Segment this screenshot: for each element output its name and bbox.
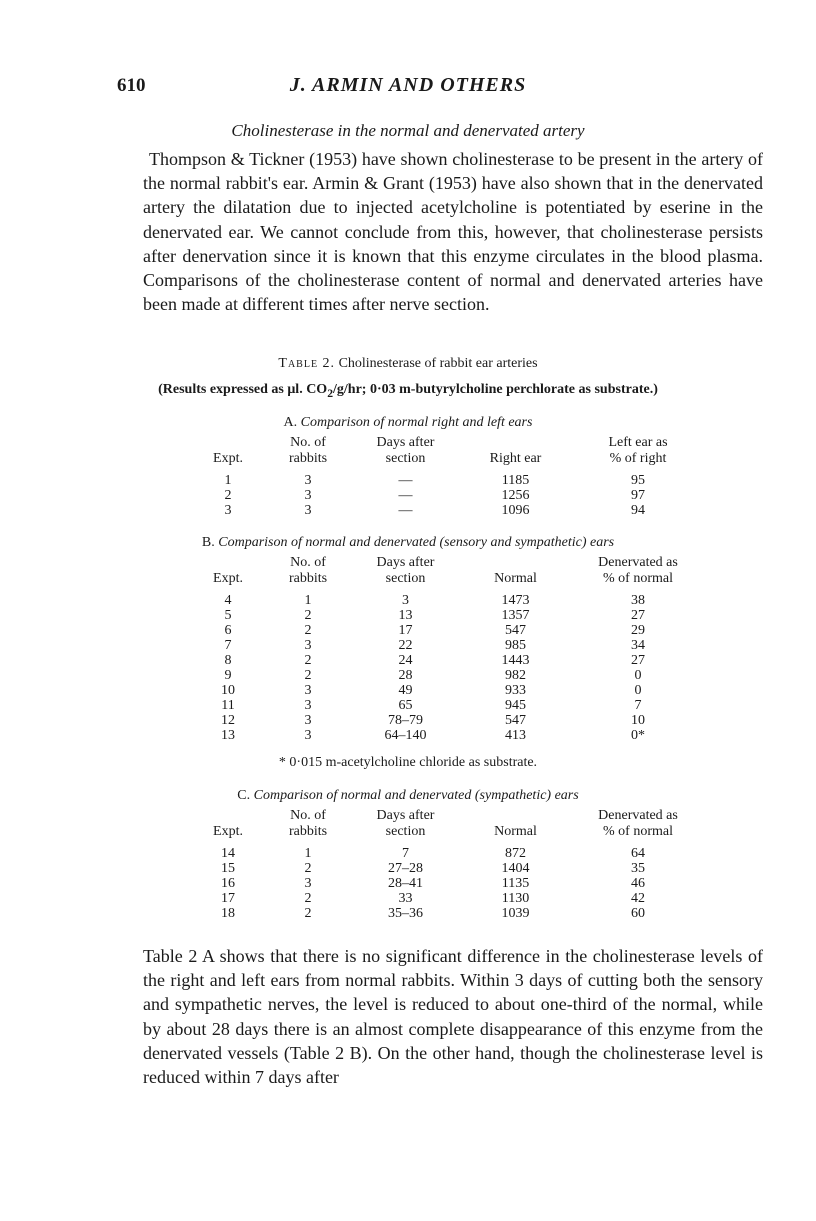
table-cell: 3 — [304, 473, 312, 488]
table-row — [198, 638, 698, 653]
section-heading: Cholinesterase in the normal and denervated artery — [231, 121, 585, 140]
table-cell: 24 — [398, 653, 413, 668]
header-expt: Expt. — [213, 824, 243, 839]
table-cell: 17 — [398, 623, 413, 638]
table-b-title-text: Comparison of normal and denervated (sensory and sympathetic) ears — [218, 535, 615, 550]
table-caption — [0, 356, 816, 372]
header-rabbits: No. of rabbits — [288, 808, 328, 839]
subcaption-pre: (Results expressed as μl. CO — [158, 382, 328, 397]
table-cell: 18 — [221, 906, 235, 921]
header-days: Days after section — [376, 435, 435, 466]
subcaption-post: /g/hr; 0·03 m-butyrylcholine perchlorate as substrate.) — [333, 382, 658, 397]
table-row — [198, 593, 698, 608]
table-row — [198, 728, 698, 743]
table-cell: 3 — [402, 593, 409, 608]
header-days: Days after section — [376, 808, 435, 839]
table-cell: 1404 — [501, 861, 530, 876]
table-cell: 29 — [631, 623, 645, 638]
table-a-letter: A. — [283, 415, 298, 430]
table-cell: — — [398, 488, 413, 503]
table-cell: 10 — [221, 683, 235, 698]
table-label: Table 2. — [278, 356, 336, 371]
subcaption-sub: 2 — [327, 386, 334, 400]
table-cell: 0 — [634, 683, 642, 698]
table-row — [198, 668, 698, 683]
table-cell: 42 — [631, 891, 645, 906]
table-cell: 3 — [304, 638, 312, 653]
table-cell: 65 — [398, 698, 413, 713]
table-b-letter: B. — [201, 535, 215, 550]
table-cell: 49 — [398, 683, 413, 698]
table-cell: 35 — [631, 861, 645, 876]
header-denervated-pct: Denervated as % of normal — [598, 808, 678, 839]
table-row — [198, 891, 698, 906]
table-c — [198, 808, 698, 921]
table-cell: 3 — [304, 683, 312, 698]
table-cell: 64 — [631, 846, 645, 861]
table-cell: 2 — [304, 906, 312, 921]
table-row — [198, 683, 698, 698]
header-expt: Expt. — [213, 571, 243, 586]
table-cell: 3 — [304, 728, 312, 743]
table-cell: 2 — [304, 653, 312, 668]
table-cell: 0* — [631, 728, 645, 743]
table-c-title — [0, 788, 816, 804]
table-cell: 15 — [221, 861, 235, 876]
table-cell: 2 — [304, 623, 312, 638]
table-cell: 872 — [505, 846, 526, 861]
table-row — [198, 503, 698, 518]
table-cell: 3 — [224, 503, 232, 518]
table-cell: 94 — [631, 503, 645, 518]
table-cell: 3 — [304, 488, 312, 503]
table-row — [198, 473, 698, 488]
table-cell: 6 — [224, 623, 232, 638]
running-title: J. ARMIN AND OTHERS — [289, 74, 527, 96]
table-subcaption — [0, 382, 816, 400]
table-cell: 2 — [304, 668, 312, 683]
table-row — [198, 653, 698, 668]
table-cell: 1185 — [501, 473, 530, 488]
table-cell: 10 — [631, 713, 645, 728]
table-cell: 8 — [224, 653, 232, 668]
table-cell: 2 — [224, 488, 232, 503]
table-row — [198, 623, 698, 638]
table-b-title — [0, 535, 816, 551]
table-cell: 28 — [398, 668, 413, 683]
table-cell: 17 — [221, 891, 235, 906]
table-cell: 2 — [304, 861, 312, 876]
table-cell: 7 — [402, 846, 409, 861]
table-cell: 1 — [304, 846, 312, 861]
table-cell: 1473 — [501, 593, 530, 608]
table-a-title — [0, 415, 816, 431]
table-cell: 78–79 — [388, 713, 423, 728]
table-cell: 2 — [304, 608, 312, 623]
table-cell: 27 — [631, 653, 645, 668]
table-cell: — — [398, 503, 413, 518]
table-cell: 16 — [221, 876, 235, 891]
table-cell: 12 — [221, 713, 235, 728]
header-left-pct: Left ear as % of right — [608, 435, 668, 466]
paragraph-discussion — [143, 944, 763, 1089]
table-cell: 985 — [505, 638, 526, 653]
page-number: 610 — [117, 75, 146, 96]
header-days: Days after section — [376, 555, 435, 586]
table-cell: 1039 — [501, 906, 530, 921]
table-cell: 64–140 — [384, 728, 427, 743]
table-cell: 1096 — [501, 503, 530, 518]
table-row — [198, 488, 698, 503]
table-row — [198, 876, 698, 891]
table-cell: 46 — [631, 876, 645, 891]
table-cell: 547 — [505, 623, 526, 638]
table-cell: 28–41 — [388, 876, 423, 891]
table-cell: 547 — [505, 713, 526, 728]
table-b-footnote: * 0·015 m-acetylcholine chloride as substrate. — [278, 755, 538, 770]
paragraph-discussion-text: Table 2 A shows that there is no significant difference in the cholinesterase levels of the right and left ears from normal rabbits. Within 3 days of cutting both the sensory and sympathetic nerves, the level is reduced to about one-third of the normal, while by about 28 days there is an almost complete disappearance of this enzyme from the denervated vessels (Table 2 B). On the other hand, though the cholinesterase level is reduced within 7 days after — [143, 946, 763, 1088]
header-rabbits: No. of rabbits — [288, 435, 328, 466]
table-row — [198, 608, 698, 623]
table-a — [198, 435, 698, 518]
table-row — [198, 861, 698, 876]
header-denervated-pct: Denervated as % of normal — [598, 555, 678, 586]
table-row — [198, 698, 698, 713]
paragraph-intro-text: Thompson & Tickner (1953) have shown cholinesterase to be present in the artery of the normal rabbit's ear. Armin & Grant (1953) have also shown that in the denervated artery the dilatation due to injected acetylcholine is potentiated by eserine in the denervated ear. We cannot conclude from this, however, that cholinesterase persists after denervation since it is known that this enzyme circulates in the blood plasma. Comparisons of the cholinesterase content of normal and denervated arteries have been made at different times after nerve section. — [143, 149, 763, 315]
table-cell: 5 — [224, 608, 232, 623]
table-cell: 7 — [634, 698, 642, 713]
table-cell: 1443 — [501, 653, 530, 668]
table-cell: 60 — [631, 906, 645, 921]
table-a-header-row — [198, 435, 698, 467]
table-cell: 34 — [631, 638, 645, 653]
table-cell: 2 — [304, 891, 312, 906]
table-a-title-text: Comparison of normal right and left ears — [300, 415, 533, 430]
table-cell: 3 — [304, 713, 312, 728]
table-b-header-row — [198, 555, 698, 587]
table-cell: — — [398, 473, 413, 488]
table-cell: 1 — [224, 473, 232, 488]
table-cell: 1256 — [501, 488, 530, 503]
table-cell: 33 — [398, 891, 413, 906]
header-right-ear: Right ear — [489, 451, 542, 466]
table-cell: 3 — [304, 503, 312, 518]
table-cell: 1135 — [501, 876, 530, 891]
table-cell: 0 — [634, 668, 642, 683]
table-row — [198, 906, 698, 921]
table-row — [198, 846, 698, 861]
table-cell: 38 — [631, 593, 645, 608]
header-normal: Normal — [494, 571, 537, 586]
table-cell: 945 — [505, 698, 526, 713]
table-cell: 982 — [505, 668, 526, 683]
table-cell: 27–28 — [388, 861, 423, 876]
table-row — [198, 713, 698, 728]
table-cell: 9 — [224, 668, 232, 683]
table-cell: 1 — [304, 593, 312, 608]
table-caption-text: Cholinesterase of rabbit ear arteries — [338, 356, 538, 371]
table-cell: 97 — [631, 488, 645, 503]
table-cell: 4 — [224, 593, 232, 608]
table-cell: 35–36 — [388, 906, 423, 921]
table-cell: 1357 — [501, 608, 530, 623]
header-normal: Normal — [494, 824, 537, 839]
paragraph-intro — [143, 147, 763, 316]
table-cell: 933 — [505, 683, 526, 698]
table-cell: 1130 — [501, 891, 530, 906]
table-cell: 13 — [221, 728, 235, 743]
header-rabbits: No. of rabbits — [288, 555, 328, 586]
table-cell: 413 — [505, 728, 526, 743]
table-cell: 7 — [224, 638, 232, 653]
table-c-title-text: Comparison of normal and denervated (sympathetic) ears — [253, 788, 579, 803]
header-expt: Expt. — [213, 451, 243, 466]
table-cell: 3 — [304, 698, 312, 713]
table-cell: 27 — [631, 608, 645, 623]
table-cell: 3 — [304, 876, 312, 891]
table-c-letter: C. — [237, 788, 251, 803]
table-cell: 22 — [398, 638, 413, 653]
table-cell: 13 — [398, 608, 413, 623]
table-cell: 95 — [631, 473, 645, 488]
table-c-header-row — [198, 808, 698, 840]
table-cell: 11 — [221, 698, 235, 713]
table-cell: 14 — [221, 846, 235, 861]
table-b — [198, 555, 698, 743]
